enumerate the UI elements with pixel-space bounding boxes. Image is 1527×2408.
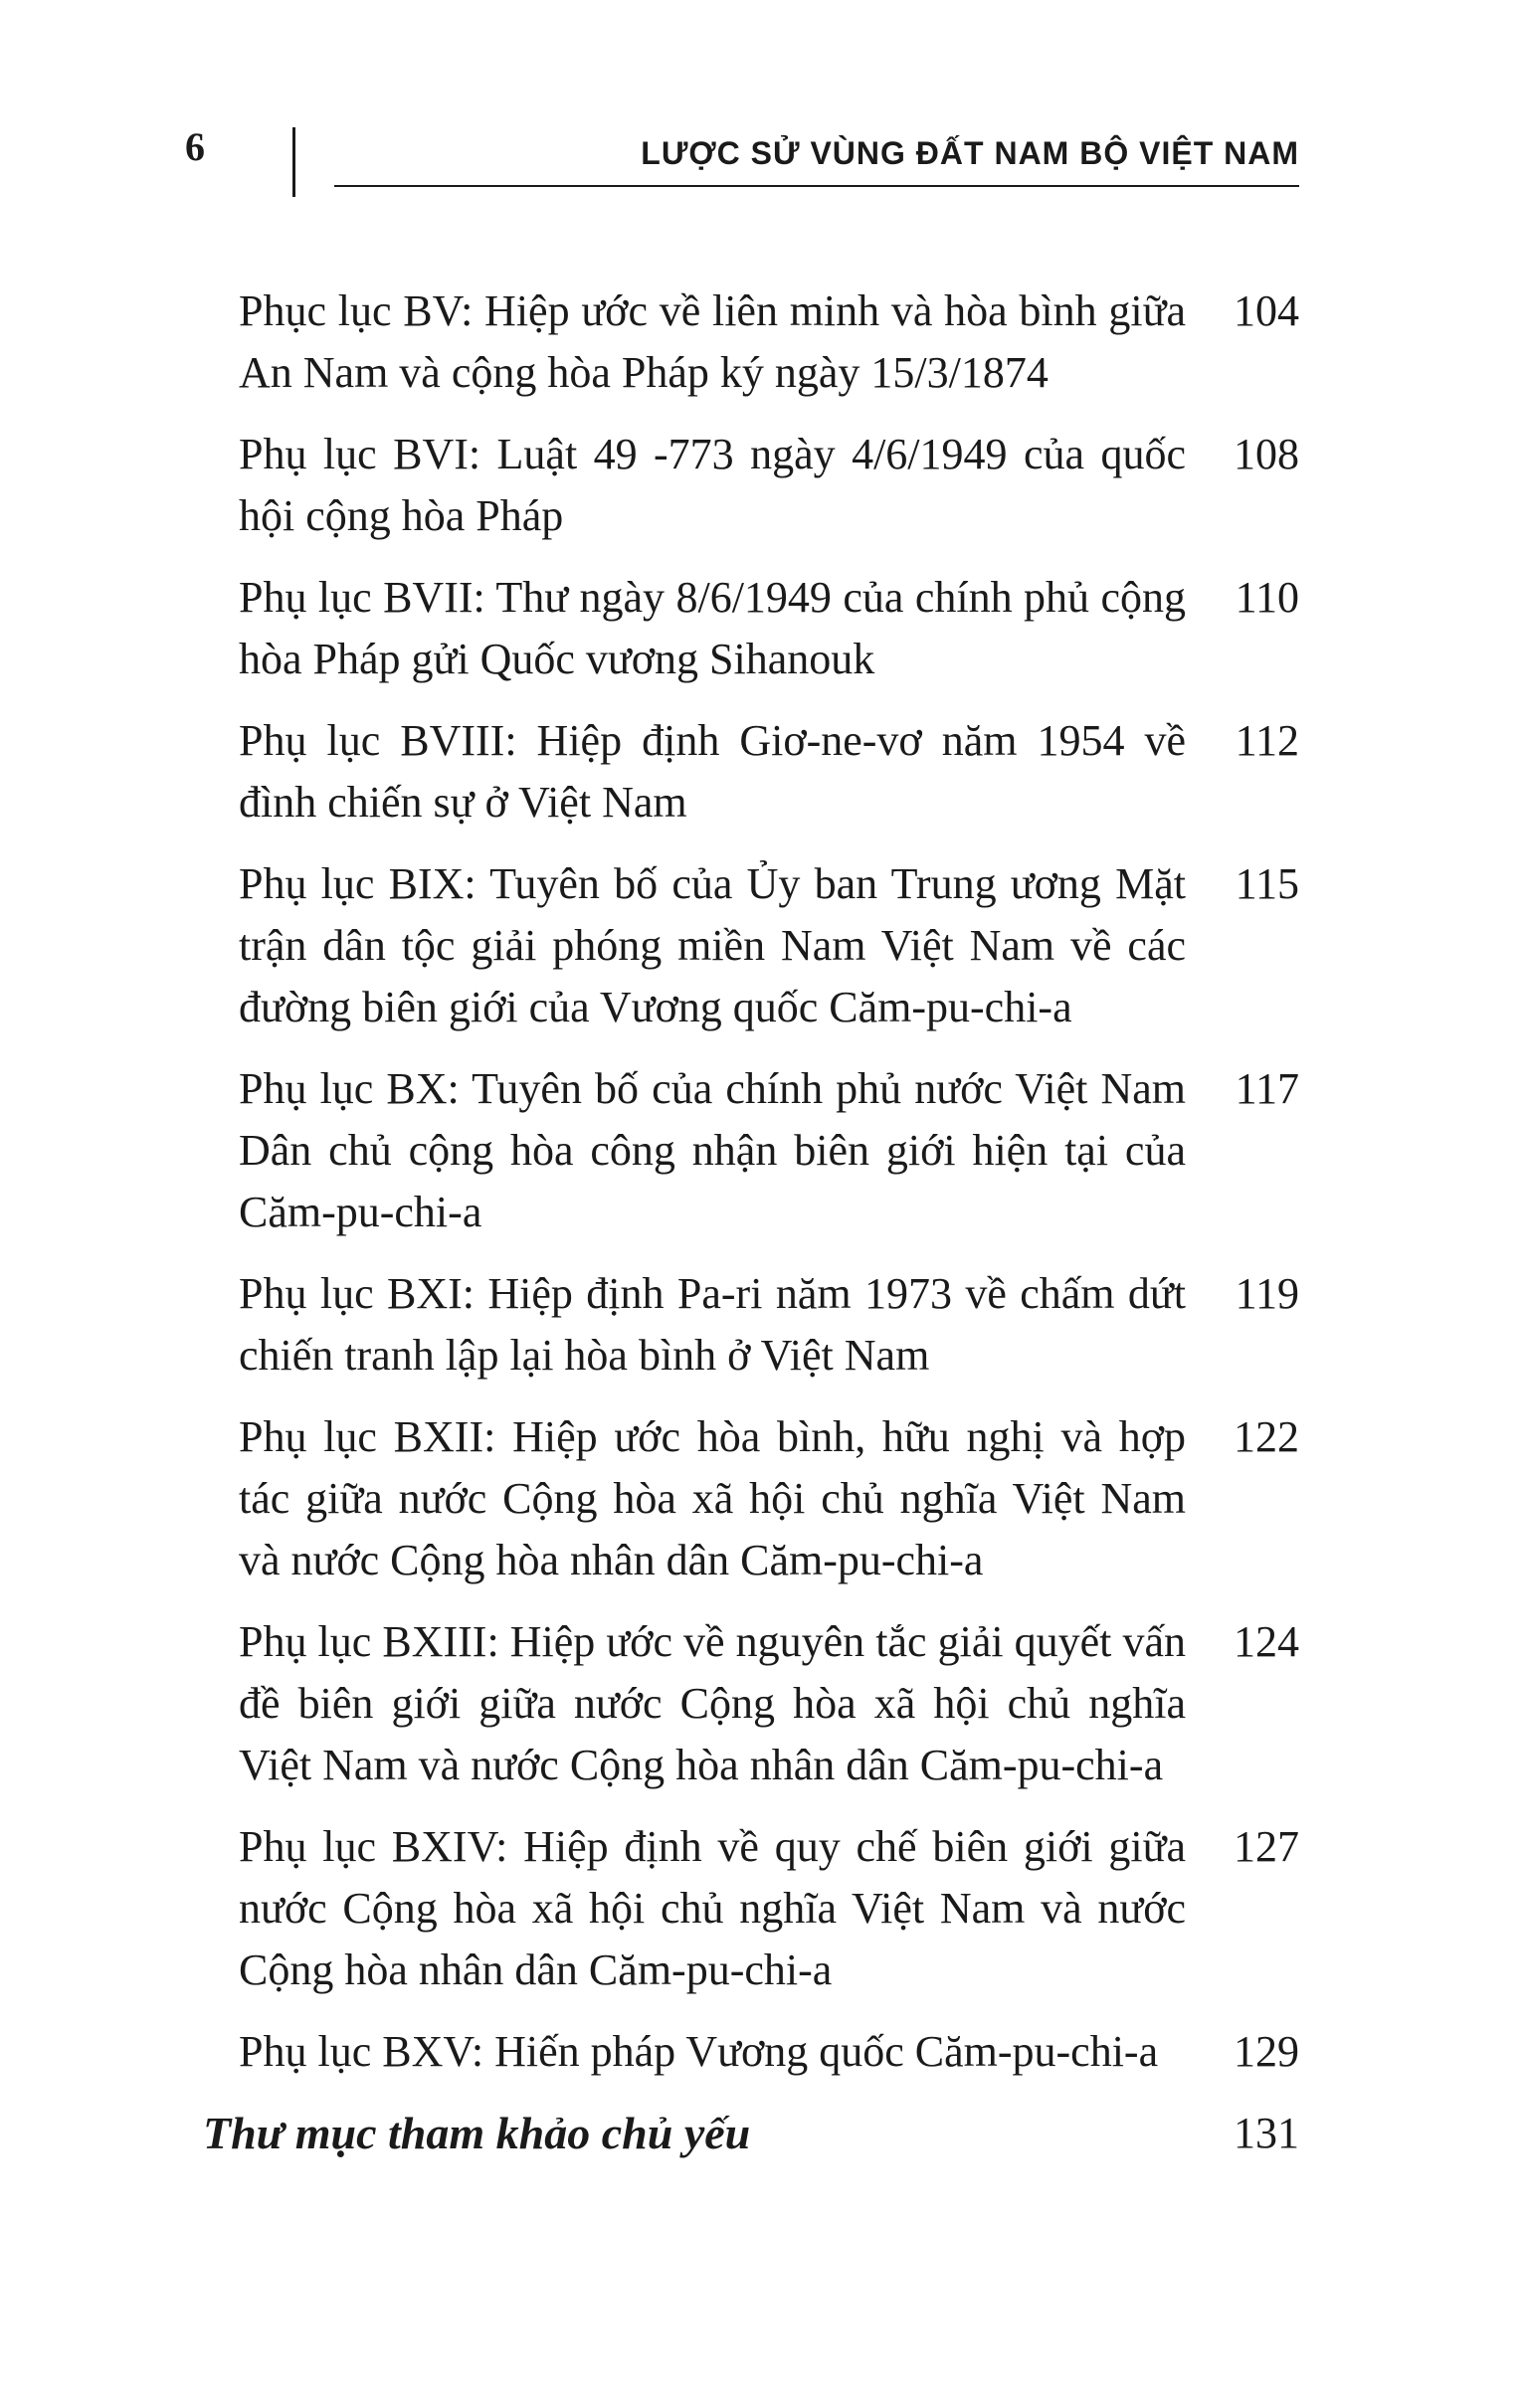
toc-entry-bxii xyxy=(239,1406,1299,1591)
page-number: 6 xyxy=(185,124,205,169)
bibliography-page: 131 xyxy=(1234,2109,1299,2157)
toc-entry-bvi xyxy=(239,424,1299,547)
toc-entry-bv xyxy=(239,280,1299,404)
toc-entry-bx xyxy=(239,1058,1299,1243)
toc-entry-bvii xyxy=(239,567,1299,690)
toc-entry-page: 110 xyxy=(1235,573,1299,622)
toc-entry-bix xyxy=(239,853,1299,1038)
toc-entry-title: Phụ lục BIX: Tuyên bố của Ủy ban Trung ương Mặt trận dân tộc giải phóng miền Nam Việt Nam về các đường biên giới của Vương quốc Căm-pu-chi-a xyxy=(239,859,1186,1031)
toc-entry-title: Phụ lục BVIII: Hiệp định Giơ-ne-vơ năm 1954 về đình chiến sự ở Việt Nam xyxy=(239,716,1186,827)
toc-entry-page: 104 xyxy=(1234,286,1299,335)
toc-entry-page: 117 xyxy=(1235,1064,1299,1113)
bibliography-title: Thư mục tham khảo chủ yếu xyxy=(203,2108,751,2158)
table-of-contents xyxy=(239,280,1299,2103)
toc-entry-bxi xyxy=(239,1263,1299,1387)
toc-entry-title: Phụ lục BXIII: Hiệp ước về nguyên tắc giải quyết vấn đề biên giới giữa nước Cộng hòa xã hội chủ nghĩa Việt Nam và nước Cộng hòa nhân dân Căm-pu-chi-a xyxy=(239,1617,1186,1789)
toc-entry-bibliography xyxy=(203,2103,1299,2164)
toc-entry-page: 115 xyxy=(1235,859,1299,908)
toc-entry-bxv xyxy=(239,2021,1299,2083)
toc-entry-page: 119 xyxy=(1235,1269,1299,1318)
toc-entry-bxiv xyxy=(239,1816,1299,2001)
toc-entry-page: 122 xyxy=(1234,1412,1299,1461)
toc-entry-bviii xyxy=(239,710,1299,834)
toc-entry-title: Phụ lục BXV: Hiến pháp Vương quốc Căm-pu-chi-a xyxy=(239,2027,1159,2076)
header-divider xyxy=(292,127,295,197)
toc-entry-title: Phụ lục BXI: Hiệp định Pa-ri năm 1973 về chấm dứt chiến tranh lập lại hòa bình ở Việt Nam xyxy=(239,1269,1186,1380)
toc-entry-page: 108 xyxy=(1234,430,1299,478)
running-title: LƯỢC SỬ VÙNG ĐẤT NAM BỘ VIỆT NAM xyxy=(641,135,1299,171)
header-rule xyxy=(334,185,1299,187)
toc-entry-title: Phụ lục BX: Tuyên bố của chính phủ nước Việt Nam Dân chủ cộng hòa công nhận biên giới hiện tại của Căm-pu-chi-a xyxy=(239,1064,1186,1236)
toc-entry-page: 112 xyxy=(1235,716,1299,765)
toc-entry-bxiii xyxy=(239,1611,1299,1796)
toc-entry-page: 129 xyxy=(1234,2027,1299,2076)
toc-entry-title: Phụ lục BVI: Luật 49 -773 ngày 4/6/1949 của quốc hội cộng hòa Pháp xyxy=(239,430,1186,540)
toc-entry-page: 124 xyxy=(1234,1617,1299,1666)
toc-entry-title: Phụ lục BXIV: Hiệp định về quy chế biên giới giữa nước Cộng hòa xã hội chủ nghĩa Việt Nam và nước Cộng hòa nhân dân Căm-pu-chi-a xyxy=(239,1822,1186,1994)
toc-entry-title: Phụ lục BXII: Hiệp ước hòa bình, hữu nghị và hợp tác giữa nước Cộng hòa xã hội chủ nghĩa Việt Nam và nước Cộng hòa nhân dân Căm-pu-chi-a xyxy=(239,1412,1186,1584)
toc-entry-title: Phục lục BV: Hiệp ước về liên minh và hòa bình giữa An Nam và cộng hòa Pháp ký ngày 15/3/1874 xyxy=(239,286,1186,397)
toc-entry-title: Phụ lục BVII: Thư ngày 8/6/1949 của chính phủ cộng hòa Pháp gửi Quốc vương Sihanouk xyxy=(239,573,1186,683)
toc-entry-page: 127 xyxy=(1234,1822,1299,1871)
